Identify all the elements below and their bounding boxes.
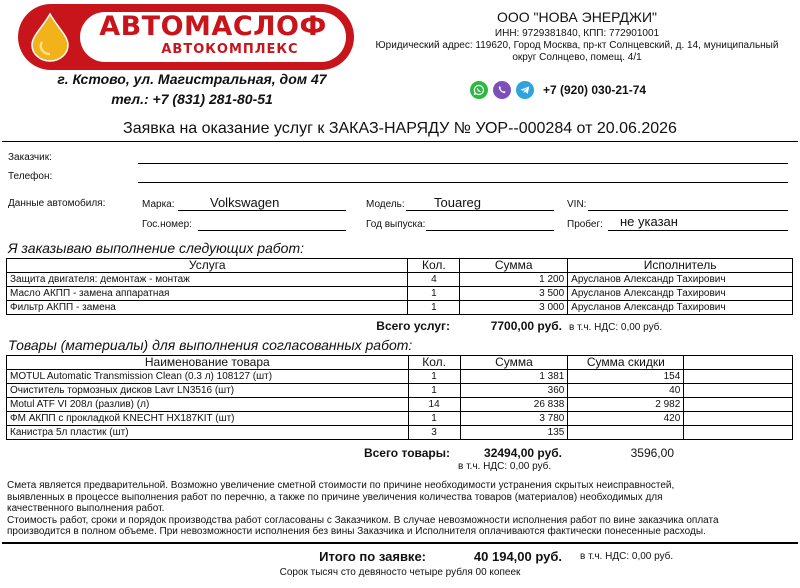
services-total-label: Всего услуг: bbox=[376, 319, 450, 333]
vin-field bbox=[588, 196, 788, 211]
service-worker: Арусланов Александр Тахирович bbox=[568, 301, 793, 315]
goods-empty-cell bbox=[684, 398, 793, 412]
goods-empty-cell bbox=[684, 412, 793, 426]
header-divider bbox=[2, 141, 798, 142]
grand-total-divider bbox=[2, 542, 798, 544]
legal-address-line2: округ Солнцево, помещ. 4/1 bbox=[512, 52, 642, 63]
phone-field bbox=[138, 171, 788, 183]
goods-col-empty bbox=[684, 356, 793, 370]
goods-total-value: 32494,00 руб. bbox=[484, 446, 562, 460]
shop-address: г. Кстово, ул. Магистральная, дом 47 bbox=[57, 71, 327, 87]
customer-label: Заказчик: bbox=[8, 152, 52, 163]
goods-sum: 135 bbox=[460, 426, 568, 440]
goods-discount: 40 bbox=[568, 384, 684, 398]
table-row bbox=[7, 398, 793, 412]
grand-total-vat: в т.ч. НДС: 0,00 руб. bbox=[580, 551, 674, 562]
make-value: Volkswagen bbox=[210, 195, 280, 210]
terms-notes bbox=[7, 480, 727, 538]
services-table bbox=[6, 258, 793, 315]
services-col-sum: Сумма bbox=[460, 259, 568, 273]
goods-sum: 1 381 bbox=[460, 370, 568, 384]
table-row bbox=[7, 370, 793, 384]
table-row bbox=[7, 301, 793, 315]
goods-qty: 14 bbox=[408, 398, 460, 412]
service-sum: 1 200 bbox=[460, 273, 568, 287]
telegram-icon[interactable] bbox=[516, 81, 534, 99]
year-label: Год выпуска: bbox=[366, 219, 426, 230]
goods-qty: 1 bbox=[408, 412, 460, 426]
goods-name: ФМ АКПП с прокладкой KNECHT HX187KIT (шт) bbox=[7, 412, 409, 426]
services-col-qty: Кол. bbox=[408, 259, 460, 273]
service-worker: Арусланов Александр Тахирович bbox=[568, 287, 793, 301]
service-name: Масло АКПП - замена аппаратная bbox=[7, 287, 408, 301]
make-label: Марка: bbox=[142, 199, 175, 210]
goods-table bbox=[6, 355, 793, 440]
goods-name: Канистра 5л пластик (шт) bbox=[7, 426, 409, 440]
goods-vat: в т.ч. НДС: 0,00 руб. bbox=[458, 461, 552, 472]
goods-header-row bbox=[7, 356, 793, 370]
vin-label: VIN: bbox=[567, 199, 587, 210]
plate-label: Гос.номер: bbox=[142, 219, 192, 230]
goods-discount: 154 bbox=[568, 370, 684, 384]
goods-total-discount: 3596,00 bbox=[630, 446, 674, 460]
service-qty: 1 bbox=[408, 287, 460, 301]
service-worker: Арусланов Александр Тахирович bbox=[568, 273, 793, 287]
company-name: ООО "НОВА ЭНЕРДЖИ" bbox=[497, 9, 657, 25]
plate-field bbox=[198, 216, 346, 231]
services-col-service: Услуга bbox=[7, 259, 408, 273]
car-data-label: Данные автомобиля: bbox=[8, 198, 106, 209]
year-field bbox=[426, 216, 554, 231]
goods-sum: 26 838 bbox=[460, 398, 568, 412]
whatsapp-icon[interactable] bbox=[470, 81, 488, 99]
grand-total-value: 40 194,00 руб. bbox=[473, 549, 562, 564]
goods-section-title: Товары (материалы) для выполнения согласованных работ: bbox=[8, 337, 413, 353]
terms-paragraph-payment: Стоимость работ, сроки и порядок производства работ согласованы с Заказчиком. В случае невозможности исполнения работ по вине заказчика оплата производится в полном объеме. При невозможности исполнения без вины Заказчика и Исполнителя оплачиваются фактически понесенные расходы. bbox=[7, 514, 719, 537]
mileage-value: не указан bbox=[620, 214, 678, 229]
service-sum: 3 500 bbox=[460, 287, 568, 301]
goods-name: MOTUL Automatic Transmission Clean (0.3 л) 108127 (шт) bbox=[7, 370, 409, 384]
services-vat: в т.ч. НДС: 0,00 руб. bbox=[569, 322, 663, 333]
phone-label: Телефон: bbox=[8, 171, 53, 182]
company-logo bbox=[18, 4, 354, 70]
terms-paragraph-estimate: Смета является предварительной. Возможно увеличение сметной стоимости по причине необходимости устранения скрытых неисправностей, выявленных в процессе выполнения работ по перечню, а также по причине увеличения количества товаров (материалов) необходимых для качественного выполнения работ. bbox=[7, 480, 675, 514]
viber-icon[interactable] bbox=[493, 81, 511, 99]
goods-qty: 3 bbox=[408, 426, 460, 440]
service-qty: 4 bbox=[408, 273, 460, 287]
mileage-label: Пробег: bbox=[567, 219, 603, 230]
goods-empty-cell bbox=[684, 384, 793, 398]
table-row bbox=[7, 273, 793, 287]
service-qty: 1 bbox=[408, 301, 460, 315]
logo-subtitle: АВТОКОМПЛЕКС bbox=[161, 42, 299, 57]
goods-col-name: Наименование товара bbox=[7, 356, 409, 370]
goods-sum: 3 780 bbox=[460, 412, 568, 426]
goods-empty-cell bbox=[684, 370, 793, 384]
goods-discount: 420 bbox=[568, 412, 684, 426]
table-row bbox=[7, 384, 793, 398]
goods-total-label: Всего товары: bbox=[363, 446, 450, 460]
document-title: Заявка на оказание услуг к ЗАКАЗ-НАРЯДУ № УОР--000284 от 20.06.2026 bbox=[123, 120, 677, 137]
services-total-value: 7700,00 руб. bbox=[490, 319, 562, 333]
table-row bbox=[7, 412, 793, 426]
grand-total-in-words: Сорок тысяч сто девяносто четыре рубля 00 копеек bbox=[279, 567, 521, 578]
goods-name: Motul ATF VI 208л (разлив) (л) bbox=[7, 398, 409, 412]
goods-empty-cell bbox=[684, 426, 793, 440]
model-value: Touareg bbox=[434, 195, 481, 210]
goods-discount bbox=[568, 426, 684, 440]
goods-col-sum: Сумма bbox=[460, 356, 568, 370]
customer-field bbox=[138, 152, 788, 164]
service-name: Фильтр АКПП - замена bbox=[7, 301, 408, 315]
goods-name: Очиститель тормозных дисков Lavr LN3516 (шт) bbox=[7, 384, 409, 398]
logo-title: АВТОМАСЛОФ bbox=[99, 11, 327, 42]
mobile-phone: +7 (920) 030-21-74 bbox=[543, 83, 647, 97]
goods-qty: 1 bbox=[408, 370, 460, 384]
social-contacts bbox=[470, 80, 646, 100]
goods-col-qty: Кол. bbox=[408, 356, 460, 370]
legal-address-line1: Юридический адрес: 119620, Город Москва, пр-кт Солнцевский, д. 14, муниципальный bbox=[375, 40, 779, 51]
oil-drop-icon bbox=[28, 12, 72, 62]
service-name: Защита двигателя: демонтаж - монтаж bbox=[7, 273, 408, 287]
company-inn: ИНН: 9729381840, КПП: 772901001 bbox=[494, 28, 660, 39]
goods-qty: 1 bbox=[408, 384, 460, 398]
goods-discount: 2 982 bbox=[568, 398, 684, 412]
company-legal-address bbox=[372, 40, 782, 64]
grand-total-label: Итого по заявке: bbox=[319, 549, 426, 564]
services-section-title: Я заказываю выполнение следующих работ: bbox=[8, 240, 305, 256]
table-row bbox=[7, 287, 793, 301]
goods-col-discount: Сумма скидки bbox=[568, 356, 684, 370]
services-header-row bbox=[7, 259, 793, 273]
service-sum: 3 000 bbox=[460, 301, 568, 315]
table-row bbox=[7, 426, 793, 440]
model-label: Модель: bbox=[366, 199, 405, 210]
goods-sum: 360 bbox=[460, 384, 568, 398]
shop-phone: тел.: +7 (831) 281-80-51 bbox=[111, 91, 273, 107]
services-col-worker: Исполнитель bbox=[568, 259, 793, 273]
